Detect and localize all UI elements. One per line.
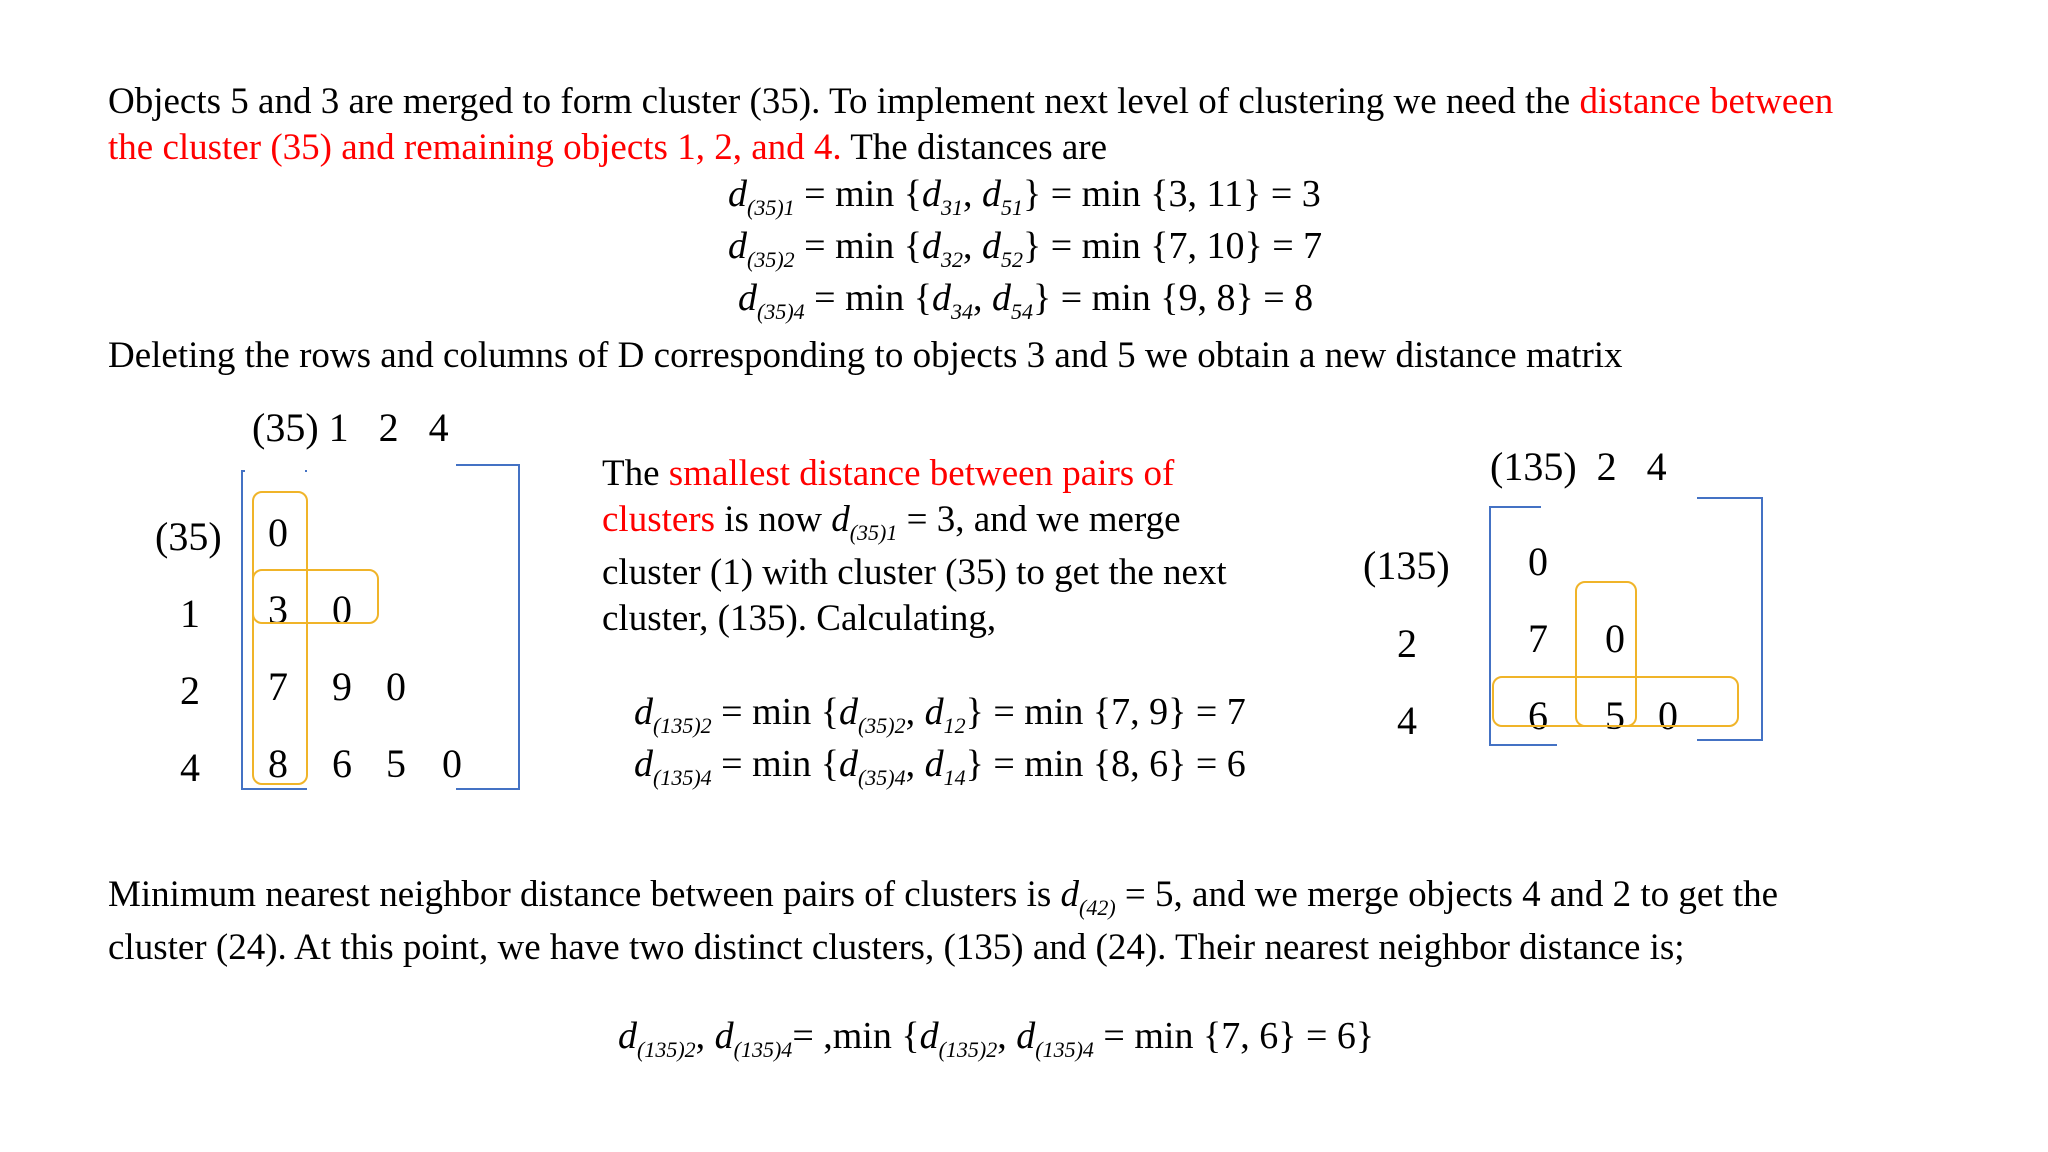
bottom-line-2: cluster (24). At this point, we have two distinct clusters, (135) and (24). Their nearest neighbor distance is; (108, 927, 1685, 968)
middle-line-1: The smallest distance between pairs of (602, 453, 1175, 494)
matrix2-cell: 5 (1605, 693, 1625, 738)
middle-line-4: cluster, (135). Calculating, (602, 598, 997, 639)
matrix2-header: (135) 2 4 (1490, 444, 1667, 489)
matrix1-cell: 9 (332, 664, 352, 709)
matrix1-column-highlight (252, 491, 308, 785)
intro-highlight-2: the cluster (35) and remaining objects 1, 2, and 4. (108, 127, 842, 168)
matrix1-row-label: (35) (155, 514, 222, 559)
matrix1-left-bracket-gap (245, 468, 305, 472)
matrix1-header: (35) 1 2 4 (252, 405, 449, 450)
deleting-text: Deleting the rows and columns of D corresponding to objects 3 and 5 we obtain a new distance matrix (108, 335, 1623, 376)
matrix1-cell: 0 (442, 741, 462, 786)
matrix1-cell: 8 (268, 741, 288, 786)
intro-text-2: The distances are (841, 127, 1108, 168)
calc-eq-1: $d_{(135)2} = \min \{d_{(35)2}$, $d_{12}\} = \min \{7$, 9} = 7 (634, 691, 1246, 738)
matrix2-cell: 7 (1528, 616, 1548, 661)
matrix2-row-label: 2 (1397, 621, 1417, 666)
final-eq: $d_{(135)2}$, $d_{(135)4}= ,\min$ {$d_{(135)2}$, $d_{(135)4} = \min \{7$, 6} = 6} (618, 1015, 1375, 1062)
intro-text: Objects 5 and 3 are merged to form cluster (35). To implement next level of clustering we need the (108, 81, 1580, 122)
distance-eq-2: $d_{(35)2} = \min \{d_{32}$, $d_{52}\} = \min \{7$, 10} = 7 (728, 225, 1323, 272)
matrix2-left-bracket-top (1489, 506, 1541, 508)
matrix2-row-label: 4 (1397, 698, 1417, 743)
matrix1-row-label: 4 (180, 745, 200, 790)
distance-eq-1: $d_{(35)1} = \min \{d_{31}$, $d_{51}\} = \min \{3$, 11} = 3 (728, 173, 1321, 220)
distance-eq-3: $d_{(35)4} = \min \{d_{34}$, $d_{54}\} = \min \{9$, 8} = 8 (738, 277, 1314, 324)
middle-line-2: clusters is now $d_{(35)1} = 3$, and we merge (602, 499, 1181, 545)
matrix1-cell: 7 (268, 664, 288, 709)
matrix1-row-label: 1 (180, 591, 200, 636)
middle-line-3: cluster (1) with cluster (35) to get the next (602, 552, 1227, 593)
matrix1-right-bracket (456, 464, 520, 790)
matrix1-cell: 0 (332, 587, 352, 632)
matrix1-cell: 6 (332, 741, 352, 786)
matrix2-cell: 0 (1658, 693, 1678, 738)
bottom-line-1: Minimum nearest neighbor distance between pairs of clusters is $d_{(42)} = 5$, and we merge objects 4 and 2 to get the (108, 874, 1779, 920)
matrix2-row-label: (135) (1363, 543, 1450, 588)
matrix2-cell: 0 (1528, 539, 1548, 584)
matrix1-cell: 5 (386, 741, 406, 786)
intro-line-1 (108, 79, 1833, 125)
matrix1-row-highlight (252, 569, 379, 624)
matrix2-cell: 0 (1605, 616, 1625, 661)
intro-line-2 (108, 125, 1107, 171)
matrix1-row-label: 2 (180, 668, 200, 713)
calc-eq-2: $d_{(135)4} = \min \{d_{(35)4}$, $d_{14}\} = \min \{8$, 6} = 6 (634, 743, 1246, 790)
matrix2-row-highlight (1492, 676, 1739, 727)
matrix1-cell: 0 (386, 664, 406, 709)
matrix1-cell: 3 (268, 587, 288, 632)
matrix2-cell: 6 (1528, 693, 1548, 738)
intro-highlight: distance between (1579, 81, 1834, 122)
matrix1-cell: 0 (268, 510, 288, 555)
